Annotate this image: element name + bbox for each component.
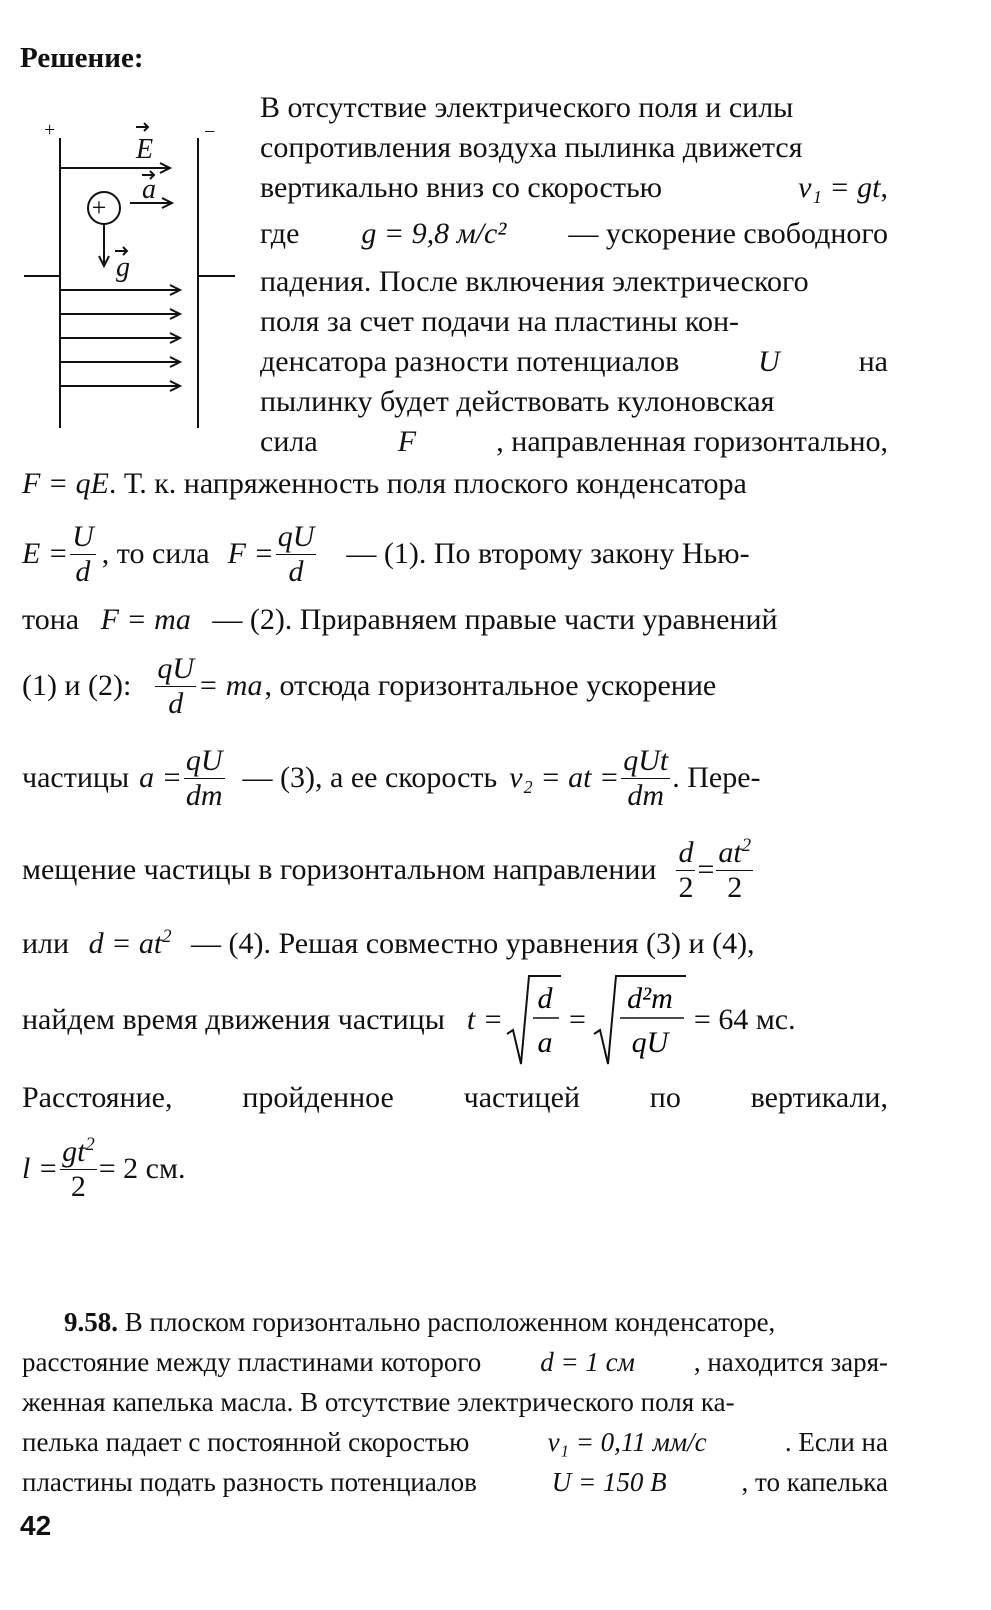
- line-acceleration: частицы a = $\frac{qU}{dm}$ — (3), а ее скорость v₂ = at = $\frac{\text{qUt}}{dm}$ . Пере-: [22, 743, 761, 812]
- text-line-6: поля за счет подачи на пластины кон-: [260, 305, 740, 338]
- text-line-3: вертикально вниз со скоростью v₁ = gt,: [260, 171, 888, 204]
- text-line-4: где g = 9,8 м/с² — ускорение свободного: [260, 214, 888, 254]
- text-line-9: сила F , направленная горизонтально,: [260, 425, 888, 458]
- text-line-8: пылинку будет действовать кулоновская: [260, 385, 775, 418]
- line-distance: Расстояние, пройденное частицей по вертикали,: [22, 1081, 888, 1114]
- minus-label: −: [204, 121, 216, 143]
- plus-sign: +: [91, 193, 107, 222]
- E-label: E: [136, 134, 154, 165]
- task-line-5: пластины подать разность потенциалов U = 150 В , то капелька: [22, 1467, 888, 1497]
- text-line-2: сопротивления воздуха пылинка движется: [260, 131, 803, 164]
- text-line-1: В отсутствие электрического поля и силы: [260, 91, 794, 124]
- task-line-3: женная капелька масла. В отсутствие электрического поля ка-: [22, 1387, 735, 1417]
- line-l-result: l = $\frac{gt^2}{2}$ = 2 см.: [22, 1133, 186, 1203]
- capacitor-figure: [20, 118, 245, 438]
- solution-heading: Решение:: [20, 42, 144, 74]
- sqrt-d2m-over-qU: [592, 972, 688, 1068]
- svg-text:d²m: d²m: [627, 982, 673, 1015]
- task-line-2: расстояние между пластинами которого d = 1 см , находится заря-: [22, 1347, 888, 1377]
- g-label: g: [116, 252, 130, 283]
- line-time: найдем время движения частицы t = d a = d²m qU = 64 мс.: [22, 968, 796, 1072]
- svg-text:qU: qU: [631, 1026, 669, 1059]
- line-equate: (1) и (2): $\frac{qU}{d}$ = ma , отсюда горизонтальное ускорение: [22, 651, 717, 720]
- g-formula: g = 9,8 м/с²: [361, 217, 507, 250]
- text-line-5: падения. После включения электрического: [260, 265, 809, 298]
- svg-text:d: d: [537, 982, 553, 1015]
- line-E-Ud: E = $\frac{U}{d}$ , то сила F = $\frac{qU}{d}$ — (1). По второму закону Нью-: [22, 519, 750, 588]
- line-F-qE: F = qE. Т. к. напряженность поля плоского конденсатора: [22, 467, 747, 500]
- svg-text:a: a: [537, 1026, 553, 1059]
- task-line-1: 9.58. В плоском горизонтально расположенном конденсаторе,: [64, 1307, 776, 1337]
- line-shift: мещение частицы в горизонтальном направлении $\frac{d}{2}$ = $\frac{at^2}{2}$: [22, 834, 752, 904]
- task-number: 9.58.: [64, 1307, 118, 1337]
- text-line-7: денсатора разности потенциалов U на: [260, 345, 888, 378]
- plus-label: +: [44, 119, 56, 141]
- a-label: a: [142, 174, 156, 205]
- v1-formula: v₁ = gt: [798, 171, 881, 204]
- page-number: 42: [20, 1510, 52, 1541]
- line-tona: тона F = ma — (2). Приравняем правые части уравнений: [22, 603, 778, 636]
- line-or: или $d = at^2$ — (4). Решая совместно уравнения (3) и (4),: [22, 926, 755, 960]
- task-line-4: пелька падает с постоянной скоростью v₁ = 0,11 мм/с . Если на: [22, 1427, 888, 1457]
- sqrt-d-over-a: [505, 972, 563, 1068]
